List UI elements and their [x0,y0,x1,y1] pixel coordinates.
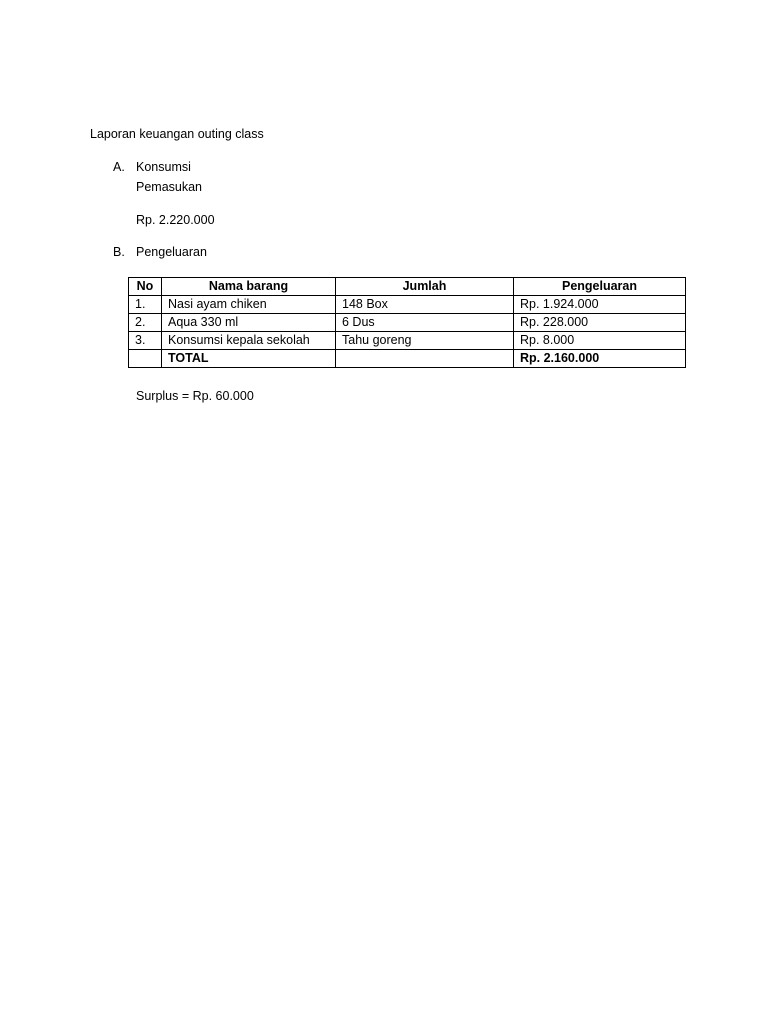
table-total-row [129,350,686,368]
row-quantity: 6 Dus [336,314,514,332]
header-quantity: Jumlah [336,278,514,296]
section-a-marker: A. [113,160,125,174]
total-no-cell [129,350,162,368]
total-amount: Rp. 2.160.000 [514,350,686,368]
section-b-title: Pengeluaran [136,245,207,259]
row-no: 1. [129,296,162,314]
header-item-name: Nama barang [162,278,336,296]
table-row [129,314,686,332]
total-label: TOTAL [162,350,336,368]
surplus-line: Surplus = Rp. 60.000 [136,389,254,403]
income-amount: Rp. 2.220.000 [136,213,215,227]
section-a-title: Konsumsi [136,160,191,174]
row-quantity: Tahu goreng [336,332,514,350]
row-no: 3. [129,332,162,350]
row-item-name: Konsumsi kepala sekolah [162,332,336,350]
row-item-name: Aqua 330 ml [162,314,336,332]
document-title: Laporan keuangan outing class [90,127,264,141]
table-row [129,296,686,314]
section-b-marker: B. [113,245,125,259]
row-item-name: Nasi ayam chiken [162,296,336,314]
header-expense: Pengeluaran [514,278,686,296]
expense-table [128,277,686,368]
row-expense: Rp. 8.000 [514,332,686,350]
table-row [129,332,686,350]
row-quantity: 148 Box [336,296,514,314]
income-label: Pemasukan [136,180,203,194]
row-expense: Rp. 1.924.000 [514,296,686,314]
row-expense: Rp. 228.000 [514,314,686,332]
total-quantity-cell [336,350,514,368]
row-no: 2. [129,314,162,332]
header-no: No [129,278,162,296]
table-header-row [129,278,686,296]
